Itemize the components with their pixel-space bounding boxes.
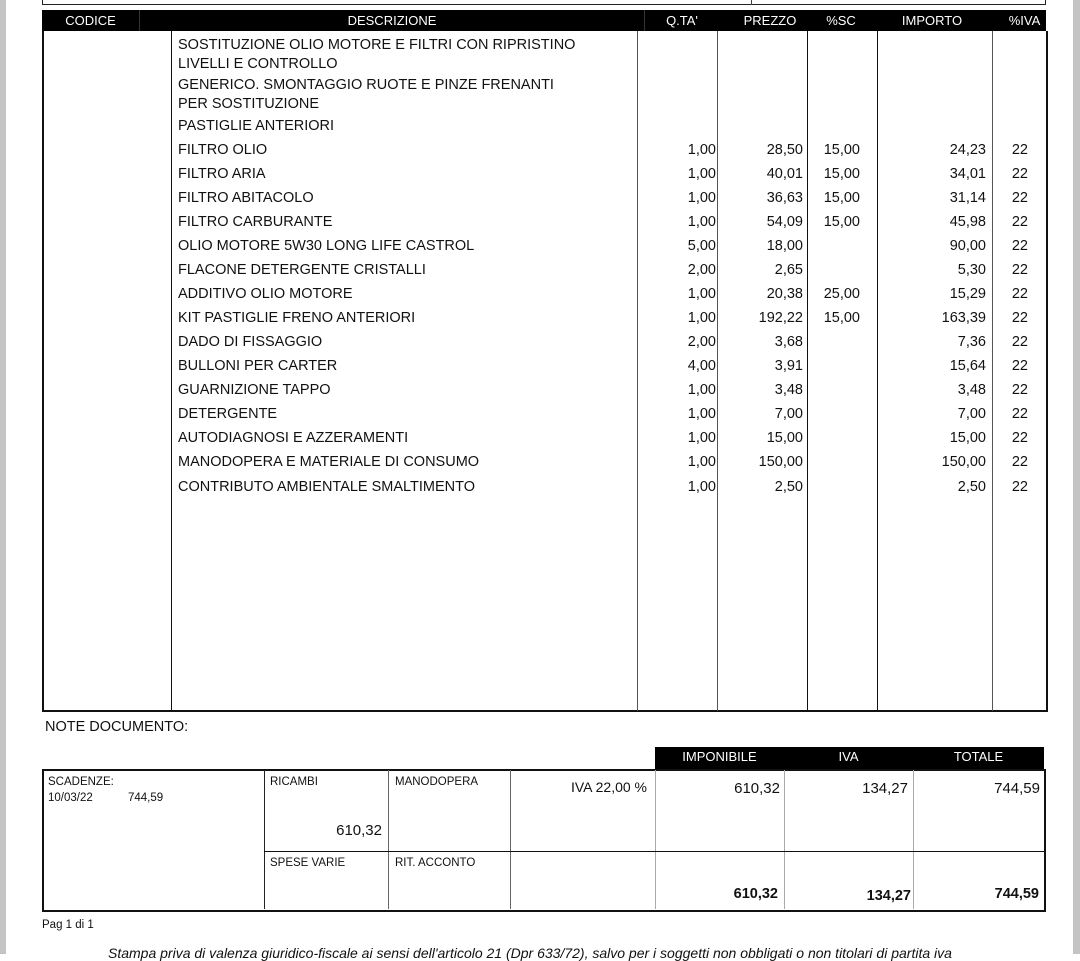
prezzo-cell: 28,50 (766, 142, 803, 158)
descrizione-cell: MANODOPERA E MATERIALE DI CONSUMO (178, 454, 480, 470)
column-header-sconto: %SC (821, 10, 861, 31)
imponibile-value: 610,32 (734, 780, 780, 797)
prezzo-cell: 3,91 (774, 358, 803, 374)
iva-cell: 22 (1011, 310, 1028, 326)
importo-cell: 7,00 (957, 406, 986, 422)
totale-value: 744,59 (994, 780, 1040, 797)
viewer-left-margin (0, 0, 6, 954)
column-divider (717, 31, 718, 711)
descrizione-cell: CONTRIBUTO AMBIENTALE SMALTIMENTO (178, 479, 476, 495)
totals-header-iva: IVA (784, 747, 913, 769)
iva-cell: 22 (1011, 358, 1028, 374)
header-info-box (42, 0, 1046, 5)
descrizione-cell: FILTRO OLIO (178, 142, 268, 158)
descrizione-cell: GUARNIZIONE TAPPO (178, 382, 331, 398)
prezzo-cell: 3,68 (774, 334, 803, 350)
importo-cell: 7,36 (957, 334, 986, 350)
descrizione-cell: OLIO MOTORE 5W30 LONG LIFE CASTROL (178, 238, 475, 254)
iva-cell: 22 (1011, 142, 1028, 158)
scadenza-date: 10/03/22 (48, 792, 93, 804)
importo-cell: 3,48 (957, 382, 986, 398)
qta-cell: 1,00 (687, 406, 716, 422)
qta-cell: 1,00 (687, 454, 716, 470)
iva-cell: 22 (1011, 238, 1028, 254)
importo-cell: 150,00 (941, 454, 986, 470)
prezzo-cell: 2,50 (774, 479, 803, 495)
importo-cell: 15,64 (949, 358, 986, 374)
descrizione-cell: BULLONI PER CARTER (178, 358, 338, 374)
importo-cell: 24,23 (949, 142, 986, 158)
sconto-cell: 15,00 (823, 310, 860, 326)
intro-line: GENERICO. SMONTAGGIO RUOTE E PINZE FRENANTI (178, 77, 554, 93)
column-header-codice: CODICE (42, 10, 139, 31)
scadenze-label: SCADENZE: (48, 776, 114, 788)
spese-varie-label: SPESE VARIE (270, 857, 346, 869)
totals-header-totale: TOTALE (913, 747, 1044, 769)
importo-cell: 5,30 (957, 262, 986, 278)
qta-cell: 2,00 (687, 334, 716, 350)
viewer-right-scrollbar[interactable] (1073, 0, 1080, 954)
descrizione-cell: ADDITIVO OLIO MOTORE (178, 286, 353, 302)
box-horizontal-divider (264, 851, 1044, 852)
qta-cell: 1,00 (687, 479, 716, 495)
descrizione-cell: DADO DI FISSAGGIO (178, 334, 323, 350)
column-divider (171, 31, 172, 711)
iva-cell: 22 (1011, 454, 1028, 470)
importo-cell: 45,98 (949, 214, 986, 230)
column-header-importo: IMPORTO (861, 10, 1003, 31)
importo-cell: 163,39 (941, 310, 986, 326)
importo-cell: 15,29 (949, 286, 986, 302)
iva-value: 134,27 (862, 780, 908, 797)
iva-cell: 22 (1011, 262, 1028, 278)
prezzo-cell: 7,00 (774, 406, 803, 422)
qta-cell: 2,00 (687, 262, 716, 278)
qta-cell: 1,00 (687, 166, 716, 182)
sconto-cell: 25,00 (823, 286, 860, 302)
qta-cell: 1,00 (687, 214, 716, 230)
note-documento-label: NOTE DOCUMENTO: (45, 719, 189, 735)
imponibile-total: 610,32 (733, 886, 778, 902)
descrizione-cell: KIT PASTIGLIE FRENO ANTERIORI (178, 310, 416, 326)
column-divider (807, 31, 808, 711)
prezzo-cell: 18,00 (766, 238, 803, 254)
qta-cell: 1,00 (687, 382, 716, 398)
iva-rate-label: IVA 22,00 % (570, 779, 647, 795)
importo-cell: 90,00 (949, 238, 986, 254)
header-info-divider (751, 0, 752, 5)
column-header-descrizione: DESCRIZIONE (140, 10, 644, 31)
column-divider (992, 31, 993, 711)
iva-cell: 22 (1011, 406, 1028, 422)
iva-cell: 22 (1011, 479, 1028, 495)
totale-total: 744,59 (994, 886, 1039, 902)
sconto-cell: 15,00 (823, 190, 860, 206)
qta-cell: 4,00 (687, 358, 716, 374)
intro-line: SOSTITUZIONE OLIO MOTORE E FILTRI CON RIPRISTINO (178, 37, 576, 53)
iva-cell: 22 (1011, 214, 1028, 230)
iva-cell: 22 (1011, 430, 1028, 446)
descrizione-cell: FILTRO CARBURANTE (178, 214, 333, 230)
ricambi-value: 610,32 (336, 822, 382, 839)
column-header-prezzo: PREZZO (719, 10, 821, 31)
importo-cell: 31,14 (949, 190, 986, 206)
iva-cell: 22 (1011, 382, 1028, 398)
box-divider (510, 770, 511, 909)
iva-cell: 22 (1011, 166, 1028, 182)
iva-cell: 22 (1011, 334, 1028, 350)
qta-cell: 1,00 (687, 310, 716, 326)
prezzo-cell: 20,38 (766, 286, 803, 302)
descrizione-cell: FILTRO ABITACOLO (178, 190, 314, 206)
intro-line: PASTIGLIE ANTERIORI (178, 118, 335, 134)
column-header-qta: Q.TA' (645, 10, 719, 31)
descrizione-cell: FILTRO ARIA (178, 166, 266, 182)
column-divider (637, 31, 638, 711)
prezzo-cell: 40,01 (766, 166, 803, 182)
manodopera-label: MANODOPERA (395, 776, 479, 788)
scadenza-amount: 744,59 (128, 792, 164, 804)
prezzo-cell: 36,63 (766, 190, 803, 206)
prezzo-cell: 3,48 (774, 382, 803, 398)
iva-cell: 22 (1011, 190, 1028, 206)
descrizione-cell: FLACONE DETERGENTE CRISTALLI (178, 262, 426, 278)
qta-cell: 5,00 (687, 238, 716, 254)
ricambi-label: RICAMBI (270, 776, 318, 788)
prezzo-cell: 2,65 (774, 262, 803, 278)
importo-cell: 15,00 (949, 430, 986, 446)
iva-total: 134,27 (866, 888, 911, 904)
intro-line: LIVELLI E CONTROLLO (178, 56, 338, 72)
rit-acconto-label: RIT. ACCONTO (395, 857, 476, 869)
qta-cell: 1,00 (687, 190, 716, 206)
box-divider (264, 770, 265, 909)
legal-footer-text: Stampa priva di valenza giuridico-fiscale ai sensi dell'articolo 21 (Dpr 633/72), salvo per i soggetti non obbligati o non titolari di partita iva (108, 945, 952, 961)
sconto-cell: 15,00 (823, 142, 860, 158)
column-header-iva: %IVA (1003, 10, 1046, 31)
page-indicator: Pag 1 di 1 (42, 919, 94, 931)
sconto-cell: 15,00 (823, 166, 860, 182)
importo-cell: 34,01 (949, 166, 986, 182)
sconto-cell: 15,00 (823, 214, 860, 230)
column-divider (877, 31, 878, 711)
prezzo-cell: 150,00 (758, 454, 803, 470)
prezzo-cell: 15,00 (766, 430, 803, 446)
importo-cell: 2,50 (957, 479, 986, 495)
qta-cell: 1,00 (687, 142, 716, 158)
descrizione-cell: DETERGENTE (178, 406, 278, 422)
qta-cell: 1,00 (687, 430, 716, 446)
descrizione-cell: AUTODIAGNOSI E AZZERAMENTI (178, 430, 409, 446)
totals-header-imponibile: IMPONIBILE (655, 747, 784, 769)
intro-line: PER SOSTITUZIONE (178, 96, 319, 112)
iva-cell: 22 (1011, 286, 1028, 302)
box-divider (388, 770, 389, 909)
prezzo-cell: 192,22 (758, 310, 803, 326)
prezzo-cell: 54,09 (766, 214, 803, 230)
qta-cell: 1,00 (687, 286, 716, 302)
